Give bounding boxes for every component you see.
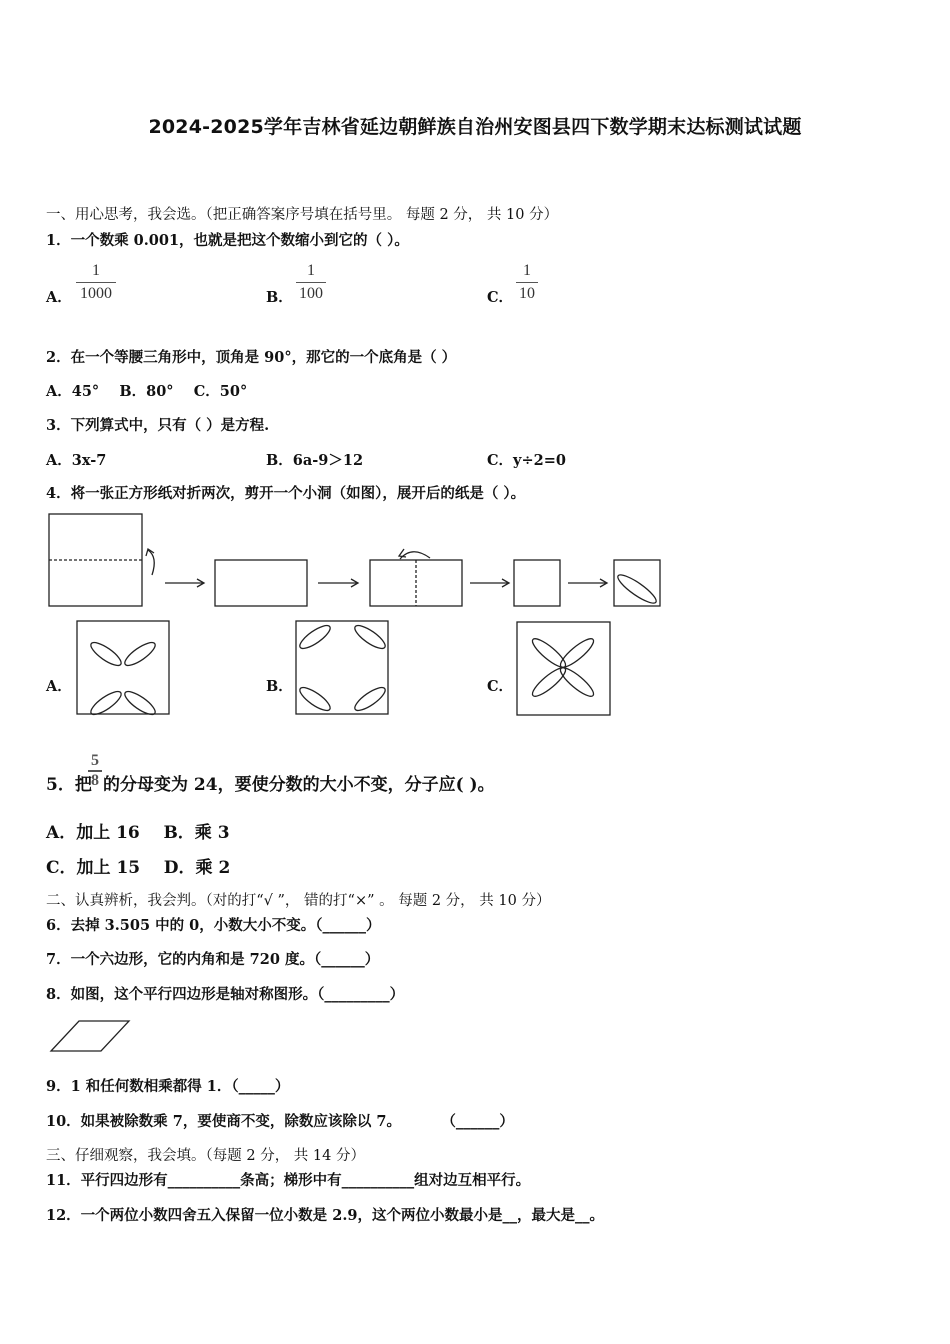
cut-square <box>614 560 660 606</box>
q10-text: 10．如果被除数乘 7，要使商不变，除数应该除以 7。 （______） <box>46 1113 514 1130</box>
option-c-hole <box>557 664 597 700</box>
q3-option-b <box>266 449 363 470</box>
q11-text: 11．平行四边形有__________条高；梯形中有__________组对边互相平行。 <box>46 1172 531 1189</box>
cut-hole <box>615 571 660 607</box>
q1-option-b-numerator: 1 <box>307 262 315 279</box>
option-b-hole <box>297 684 333 714</box>
q5-options-row1: A．加上 16 B．乘 3 <box>46 823 230 843</box>
q8-text: 8．如图，这个平行四边形是轴对称图形。（_________） <box>46 986 405 1003</box>
q5-fraction <box>88 752 102 790</box>
option-b-square <box>296 621 388 714</box>
option-a-square <box>77 621 169 714</box>
q7-text: 7．一个六边形，它的内角和是 720 度。（______） <box>46 951 380 968</box>
option-b-hole <box>297 622 333 652</box>
q5-prefix: 5．把 <box>46 775 92 795</box>
option-a-hole <box>88 639 124 669</box>
q5-frac-numerator: 5 <box>91 752 99 769</box>
q3-option-b-value: 6a-9＞12 <box>292 452 364 469</box>
fold-arrow-head-2 <box>399 549 406 557</box>
q3-option-c-value: y÷2=0 <box>513 452 566 469</box>
option-b-hole <box>352 684 388 714</box>
arrow-head <box>351 579 358 587</box>
option-a-hole <box>122 688 158 718</box>
section1-header: 一、用心思考，我会选。（把正确答案序号填在括号里。 每题 2 分， 共 10 分） <box>46 207 559 223</box>
option-c-hole <box>529 635 569 671</box>
page-title: 2024-2025学年吉林省延边朝鲜族自治州安图县四下数学期末达标测试试题 <box>148 116 802 138</box>
q4-option-b-label: B． <box>266 678 293 695</box>
q4-text: 4．将一张正方形纸对折两次，剪开一个小洞（如图），展开后的纸是（ ）。 <box>46 485 526 502</box>
arrow-head <box>197 579 204 587</box>
option-c-square <box>517 622 610 715</box>
option-c-hole <box>529 664 569 700</box>
q3-option-a-value: 3x-7 <box>71 452 107 469</box>
section3-header: 三、仔细观察，我会填。（每题 2 分， 共 14 分） <box>46 1148 365 1164</box>
fold-arrow-2 <box>400 552 430 559</box>
option-c-hole <box>557 635 597 671</box>
folded-square <box>514 560 560 606</box>
q1-option-b-denominator: 100 <box>299 285 323 302</box>
q1-option-c-fraction <box>516 261 538 304</box>
q1-option-c-numerator: 1 <box>523 262 531 279</box>
option-a-hole <box>88 688 124 718</box>
square-paper <box>49 514 142 606</box>
q1-option-a-numerator: 1 <box>92 262 100 279</box>
q5-suffix: 的分母变为 24，要使分数的大小不变，分子应( )。 <box>103 775 495 795</box>
q3-option-a-label: A． <box>46 452 72 469</box>
q1-option-a-fraction <box>76 261 116 304</box>
arrow-head <box>502 579 509 587</box>
q3-option-b-label: B． <box>266 452 293 469</box>
q3-text: 3．下列算式中，只有（ ）是方程. <box>46 417 270 434</box>
q5-frac-denominator: 8 <box>91 771 99 789</box>
parallelogram-shape <box>51 1021 129 1051</box>
q1-option-b-fraction <box>296 261 326 304</box>
fraction-bar <box>516 282 538 283</box>
option-b-hole <box>352 622 388 652</box>
option-a-hole <box>122 639 158 669</box>
folded-rect-2 <box>370 560 462 606</box>
section2-header: 二、认真辨析，我会判。（对的打“√ ”， 错的打“×” 。 每题 2 分， 共 10 分） <box>46 893 551 909</box>
q12-text: 12．一个两位小数四舍五入保留一位小数是 2.9，这个两位小数最小是__，最大是__。 <box>46 1207 604 1224</box>
q2-text: 2．在一个等腰三角形中，顶角是 90°，那它的一个底角是（ ） <box>46 349 457 366</box>
q1-option-c-label: C． <box>487 289 514 306</box>
q1-option-b-label: B． <box>266 289 293 306</box>
fraction-bar <box>76 282 116 283</box>
q5-options-row2: C．加上 15 D．乘 2 <box>46 858 231 878</box>
fold-arrow-head <box>146 549 154 556</box>
q3-option-c-label: C． <box>487 452 514 469</box>
folded-rect <box>215 560 307 606</box>
fold-arrow <box>148 550 154 575</box>
q1-option-c-denominator: 10 <box>519 285 535 302</box>
q1-option-a-denominator: 1000 <box>80 285 112 302</box>
arrow-head <box>600 579 607 587</box>
q3-option-a <box>46 449 106 470</box>
q1-option-a-label: A． <box>46 289 72 306</box>
q4-option-a-label: A． <box>46 678 72 695</box>
fraction-bar <box>296 282 326 283</box>
q1-text: 1．一个数乘 0.001，也就是把这个数缩小到它的（ ）。 <box>46 232 409 249</box>
q9-text: 9．1 和任何数相乘都得 1．（_____） <box>46 1078 290 1095</box>
q3-option-c <box>487 449 566 470</box>
q4-option-c-label: C． <box>487 678 514 695</box>
q6-text: 6．去掉 3.505 中的 0，小数大小不变。（______） <box>46 917 381 934</box>
q2-options: A．45° B．80° C．50° <box>46 383 248 400</box>
